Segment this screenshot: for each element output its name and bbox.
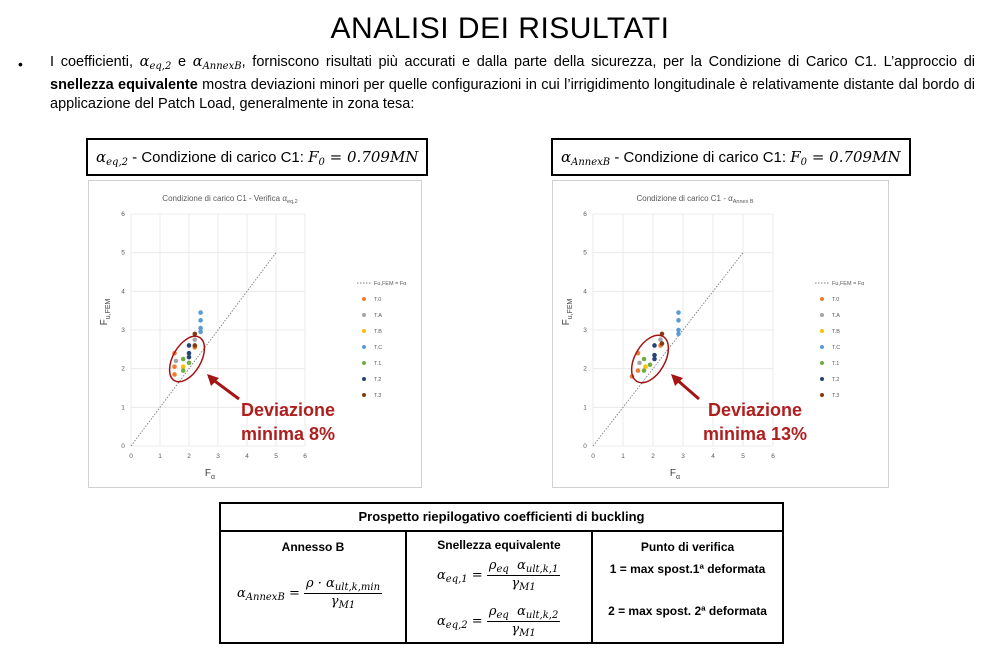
- alpha-subscript: AnnexB: [571, 157, 611, 168]
- y-tick-label: 2: [583, 365, 587, 373]
- formula-lhs-sub: AnnexB: [245, 592, 285, 603]
- force-value: = 0.709MN: [324, 148, 419, 166]
- legend-label: T.0: [374, 297, 382, 303]
- x-tick-label: 3: [216, 453, 220, 460]
- x-tick-label: 6: [771, 453, 775, 460]
- formula-numerator-sub: eq: [496, 610, 509, 621]
- equals-sign: =: [471, 568, 483, 583]
- highlight-ellipse: [162, 330, 211, 387]
- legend-label: T.1: [374, 361, 382, 367]
- x-tick-label: 0: [129, 453, 133, 460]
- force-subscript: 0: [318, 157, 325, 168]
- y-axis-label-subscript: u,FEM: [567, 298, 574, 320]
- equivalent-slenderness-column: [407, 532, 593, 642]
- formula-numerator: ρ: [488, 604, 497, 619]
- legend-swatch: [820, 377, 824, 381]
- data-point: [652, 353, 657, 358]
- formula-numerator-sub: eq: [496, 564, 509, 575]
- annex-b-header: Annesso B: [281, 540, 345, 554]
- formula-lhs-sub: eq,1: [445, 574, 468, 585]
- y-tick-label: 6: [583, 211, 587, 218]
- legend-swatch: [362, 393, 366, 397]
- box-text: - Condizione di carico C1:: [128, 149, 309, 166]
- formula-denominator-sub: M1: [519, 628, 536, 639]
- y-tick-label: 5: [121, 249, 125, 257]
- right-deviation-callout: [690, 398, 820, 446]
- alpha-symbol: α: [96, 148, 107, 166]
- left-deviation-callout: [228, 398, 348, 446]
- y-tick-label: 6: [121, 211, 125, 218]
- legend-label: T.A: [374, 313, 382, 319]
- chart-title-subscript: Annex B: [732, 199, 754, 205]
- legend-label: T.1: [832, 361, 840, 367]
- x-tick-label: 1: [158, 453, 162, 460]
- page-title: ANALISI DEI RISULTATI: [330, 12, 670, 45]
- force-symbol: F: [790, 148, 801, 166]
- chart-title: Condizione di carico $C1 - \alpha_{Annex B}$: [636, 194, 754, 205]
- formula-numerator-2-sub: ult,k,1: [525, 564, 559, 575]
- legend-reference-label: Fu,FEM = Fα: [374, 281, 407, 287]
- legend-label: T.A: [832, 313, 840, 319]
- x-tick-label: 4: [711, 453, 715, 460]
- chart-title-subscript: eq,2: [286, 199, 298, 205]
- data-point: [193, 337, 198, 342]
- formula-fraction: [304, 576, 382, 611]
- bullet-text-4: mostra deviazioni minori per quelle configurazioni in cui l’irrigidimento longitudinale è relativamente distante dal bordo di applicazione del Patch Load, generalmente in zona tesa:: [50, 77, 975, 112]
- formula-denominator-sub: M1: [519, 582, 536, 593]
- legend-label: T.C: [374, 345, 383, 351]
- data-point: [172, 364, 177, 369]
- data-point: [642, 357, 647, 362]
- bullet-text-3: , forniscono risultati più accurati e dalla parte della sicurezza, per la Condizione di Carico C1. L’approccio di: [241, 54, 976, 70]
- formula-denominator-sub: M1: [338, 600, 356, 611]
- legend-swatch: [362, 345, 366, 349]
- x-axis-label: $F_\alpha$: [669, 468, 681, 481]
- annex-b-formula: [237, 576, 382, 611]
- formula-numerator-2: α: [517, 604, 526, 619]
- data-point: [198, 318, 203, 323]
- y-tick-label: 1: [121, 404, 125, 412]
- callout-line-1: Deviazione: [240, 400, 336, 420]
- legend-swatch: [820, 329, 824, 333]
- legend-reference-label: Fu,FEM = Fα: [832, 281, 865, 287]
- data-point: [676, 328, 681, 333]
- y-axis-label: $F_{u,FEM}$: [561, 298, 574, 326]
- data-point: [676, 310, 681, 315]
- formula-lhs: α: [237, 586, 246, 601]
- equivalent-slenderness-header: Snellezza equivalente: [437, 538, 561, 552]
- highlight-ellipse: [624, 329, 676, 389]
- legend-label: T.0: [832, 297, 840, 303]
- y-tick-label: 0: [583, 443, 587, 450]
- data-point: [172, 372, 177, 377]
- alpha-eq2-formula: [437, 604, 560, 639]
- callout-line-2: minima 13%: [702, 424, 808, 444]
- data-point: [181, 357, 186, 362]
- x-tick-label: 5: [274, 453, 278, 460]
- legend-label: T.2: [832, 377, 840, 383]
- chart-title: Condizione di carico C1 - Verifica $\alpha_{eq,2}$: [162, 194, 298, 205]
- alpha-symbol: α: [561, 148, 572, 166]
- data-point: [187, 343, 192, 348]
- equals-sign: =: [471, 614, 483, 629]
- summary-title: Prospetto riepilogativo coefficienti di buckling: [221, 504, 782, 532]
- arrow-shaft: [676, 379, 699, 399]
- legend-swatch: [362, 297, 366, 301]
- data-point: [187, 361, 192, 366]
- data-point: [676, 318, 681, 323]
- check-point-line-2: 2 = max spost. 2ª deformata: [608, 604, 767, 618]
- data-point: [174, 359, 179, 364]
- formula-numerator: ρ · α: [305, 576, 335, 591]
- formula-lhs: α: [437, 568, 446, 583]
- bullet-paragraph: [50, 53, 975, 114]
- alpha-subscript: AnnexB: [202, 61, 242, 72]
- formula-denominator: γ: [511, 576, 520, 591]
- y-tick-label: 4: [583, 288, 587, 296]
- formula-numerator-2: α: [517, 558, 526, 573]
- bullet-text-2: e: [171, 54, 193, 70]
- legend-label: T.B: [374, 329, 382, 335]
- right-equation-box: [551, 138, 911, 176]
- y-axis-label: $F_{u,FEM}$: [99, 298, 112, 326]
- check-point-line-1: 1 = max spost.1ª deformata: [609, 562, 766, 576]
- legend-label: T.3: [374, 393, 382, 399]
- alpha-symbol: α: [192, 54, 203, 70]
- y-tick-label: 2: [121, 365, 125, 373]
- box-text: - Condizione di carico C1:: [610, 149, 791, 166]
- formula-numerator-sub: ult,k,min: [334, 582, 381, 593]
- data-point: [181, 368, 186, 373]
- callout-line-2: minima 8%: [240, 424, 336, 444]
- data-point: [637, 361, 642, 366]
- bullet-text-1: I coefficienti,: [50, 54, 140, 70]
- data-point: [187, 351, 192, 356]
- legend-swatch: [362, 313, 366, 317]
- data-point: [652, 343, 657, 348]
- alpha-subscript: eq,2: [149, 61, 172, 72]
- legend-swatch: [362, 329, 366, 333]
- legend-swatch: [820, 361, 824, 365]
- data-point: [198, 310, 203, 315]
- formula-denominator: γ: [511, 622, 520, 637]
- formula-numerator: ρ: [488, 558, 497, 573]
- check-point-column: [593, 532, 782, 642]
- formula-fraction: [487, 558, 560, 593]
- x-tick-label: 4: [245, 453, 249, 460]
- alpha-symbol: α: [139, 54, 150, 70]
- force-subscript: 0: [800, 157, 808, 168]
- data-point: [198, 326, 203, 331]
- x-axis-label-subscript: α: [676, 474, 681, 481]
- data-point: [648, 363, 653, 368]
- legend-label: T.B: [832, 329, 840, 335]
- x-tick-label: 6: [303, 453, 307, 460]
- formula-lhs: α: [437, 614, 446, 629]
- y-tick-label: 5: [583, 249, 587, 257]
- force-symbol: F: [308, 148, 319, 166]
- check-point-header: Punto di verifica: [640, 540, 735, 554]
- left-equation-box: [86, 138, 428, 176]
- x-axis-label: $F_\alpha$: [204, 468, 216, 481]
- x-tick-label: 2: [651, 453, 655, 460]
- formula-lhs-sub: eq,2: [445, 620, 468, 631]
- y-tick-label: 3: [583, 327, 587, 334]
- arrow-shaft: [212, 379, 239, 399]
- data-point: [660, 341, 665, 346]
- x-tick-label: 5: [741, 453, 745, 460]
- legend-swatch: [362, 361, 366, 365]
- legend-swatch: [820, 297, 824, 301]
- x-tick-label: 3: [681, 453, 685, 460]
- y-tick-label: 3: [121, 327, 125, 334]
- annex-b-column: [221, 532, 407, 642]
- equals-sign: =: [288, 586, 300, 601]
- y-tick-label: 4: [121, 288, 125, 296]
- callout-line-1: Deviazione: [707, 400, 803, 420]
- legend-label: T.C: [832, 345, 841, 351]
- legend-swatch: [820, 345, 824, 349]
- y-axis-label-subscript: u,FEM: [105, 298, 112, 320]
- x-tick-label: 1: [621, 453, 625, 460]
- summary-table: [219, 502, 784, 644]
- formula-denominator: γ: [330, 594, 339, 609]
- bullet-bold-term: snellezza equivalente: [50, 77, 198, 93]
- alpha-eq1-formula: [437, 558, 560, 593]
- x-tick-label: 2: [187, 453, 191, 460]
- data-point: [193, 343, 198, 348]
- legend-swatch: [820, 393, 824, 397]
- legend-swatch: [820, 313, 824, 317]
- legend-swatch: [362, 377, 366, 381]
- x-axis-label-subscript: α: [211, 474, 216, 481]
- force-value: = 0.709MN: [807, 148, 901, 166]
- data-point: [642, 368, 647, 373]
- legend-label: T.3: [832, 393, 840, 399]
- alpha-subscript: eq,2: [106, 157, 129, 168]
- data-point: [636, 368, 641, 373]
- formula-fraction: [487, 604, 560, 639]
- legend-label: T.2: [374, 377, 382, 383]
- y-tick-label: 0: [121, 443, 125, 450]
- formula-numerator-2-sub: ult,k,2: [525, 610, 559, 621]
- bullet-marker: •: [18, 56, 23, 72]
- x-tick-label: 0: [591, 453, 595, 460]
- y-tick-label: 1: [583, 404, 587, 412]
